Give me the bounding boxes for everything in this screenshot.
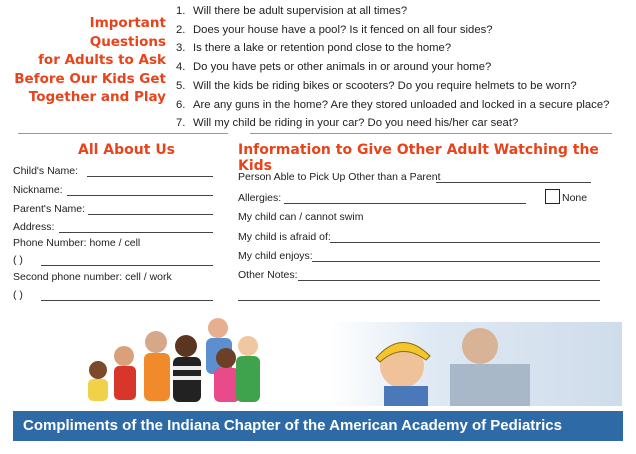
divider-left	[18, 133, 228, 134]
questions-heading-line: Before Our Kids Get	[14, 70, 166, 87]
address-label: Address:	[13, 221, 55, 233]
pickup-field	[238, 171, 600, 185]
question-item	[176, 21, 609, 40]
phone-label: Phone Number: home / cell	[13, 237, 141, 249]
second-phone-label: Second phone number: cell / work	[13, 271, 172, 283]
question-text: Will there be adult supervision at all times?	[193, 5, 408, 17]
phone-line[interactable]	[41, 265, 213, 266]
question-text: Are any guns in the home? Are they stored unloaded and locked in a secure place?	[193, 98, 610, 111]
second-phone-label-row	[13, 271, 218, 285]
question-number: 1.	[176, 5, 186, 17]
nickname-label: Nickname:	[13, 184, 63, 196]
divider-right	[250, 133, 612, 134]
swim-row	[238, 211, 600, 225]
sponsor-banner	[13, 411, 623, 441]
pickup-label: Person Able to Pick Up Other than a Parent	[238, 171, 441, 183]
afraid-label: My child is afraid of:	[238, 231, 331, 243]
notes-extra-field	[238, 289, 600, 303]
questions-heading	[10, 14, 166, 107]
allergies-line[interactable]	[284, 203, 526, 204]
question-text: Does your house have a pool? Is it fenced on all four sides?	[193, 23, 493, 36]
notes-label: Other Notes:	[238, 269, 298, 281]
notes-field	[238, 269, 600, 283]
banner-text: Compliments of the Indiana Chapter of the American Academy of Pediatrics	[23, 417, 562, 434]
question-number: 2.	[176, 23, 186, 36]
child-with-bike-helmet-photo	[330, 322, 622, 406]
parents-name-label: Parent's Name:	[13, 203, 86, 215]
enjoys-field	[238, 250, 600, 264]
notes-extra-line[interactable]	[238, 300, 600, 301]
questions-heading-line: Together and Play	[28, 89, 166, 105]
childs-name-label: Child's Name:	[13, 165, 79, 177]
none-checkbox[interactable]	[545, 189, 560, 204]
child-figure	[88, 361, 108, 401]
second-phone-line[interactable]	[41, 300, 213, 301]
questions-list	[176, 2, 609, 133]
child-figure	[173, 335, 201, 402]
child-figure	[144, 331, 170, 401]
info-title: Information to Give Other Adult Watching the Kids	[238, 142, 599, 174]
childs-name-line[interactable]	[87, 176, 213, 177]
kids-group-photo	[76, 316, 316, 406]
question-text: Is there a lake or retention pond close to the home?	[193, 42, 452, 55]
question-number: 4.	[176, 61, 186, 74]
question-number: 7.	[176, 117, 186, 130]
parents-name-field	[13, 203, 218, 217]
question-item	[176, 96, 609, 115]
nickname-field	[13, 184, 218, 198]
pickup-line[interactable]	[436, 182, 591, 183]
address-line[interactable]	[59, 232, 213, 233]
address-field	[13, 221, 218, 235]
afraid-field	[238, 231, 600, 245]
question-number: 6.	[176, 98, 186, 111]
child-figure	[114, 346, 136, 400]
question-number: 5.	[176, 79, 186, 92]
question-item	[176, 58, 609, 77]
child-figure	[236, 336, 260, 402]
question-text: Will the kids be riding bikes or scooters? Do you require helmets to be worn?	[193, 79, 577, 92]
enjoys-line[interactable]	[312, 261, 600, 262]
question-item	[176, 77, 609, 96]
question-item	[176, 39, 609, 58]
second-phone-field	[13, 289, 218, 303]
area-code-parens: ( )	[13, 289, 23, 301]
about-us-title: All About Us	[78, 142, 176, 158]
question-number: 3.	[176, 42, 186, 55]
allergies-label: Allergies:	[238, 192, 282, 204]
questions-heading-line: Important Questions	[89, 15, 166, 50]
questions-heading-line: for Adults to Ask	[38, 52, 166, 68]
childs-name-field	[13, 165, 218, 179]
swim-label: My child can / cannot swim	[238, 211, 364, 223]
parents-name-line[interactable]	[88, 214, 213, 215]
allergies-field	[238, 192, 538, 206]
question-text: Will my child be riding in your car? Do you need his/her car seat?	[193, 117, 519, 130]
question-item	[176, 114, 609, 133]
enjoys-label: My child enjoys:	[238, 250, 313, 262]
none-label: None	[562, 192, 588, 204]
question-text: Do you have pets or other animals in or around your home?	[193, 61, 492, 74]
phone-field	[13, 254, 218, 268]
afraid-line[interactable]	[330, 242, 600, 243]
notes-line[interactable]	[298, 280, 600, 281]
phone-label-row	[13, 237, 218, 251]
area-code-parens: ( )	[13, 254, 23, 266]
nickname-line[interactable]	[67, 195, 213, 196]
question-item	[176, 2, 609, 21]
